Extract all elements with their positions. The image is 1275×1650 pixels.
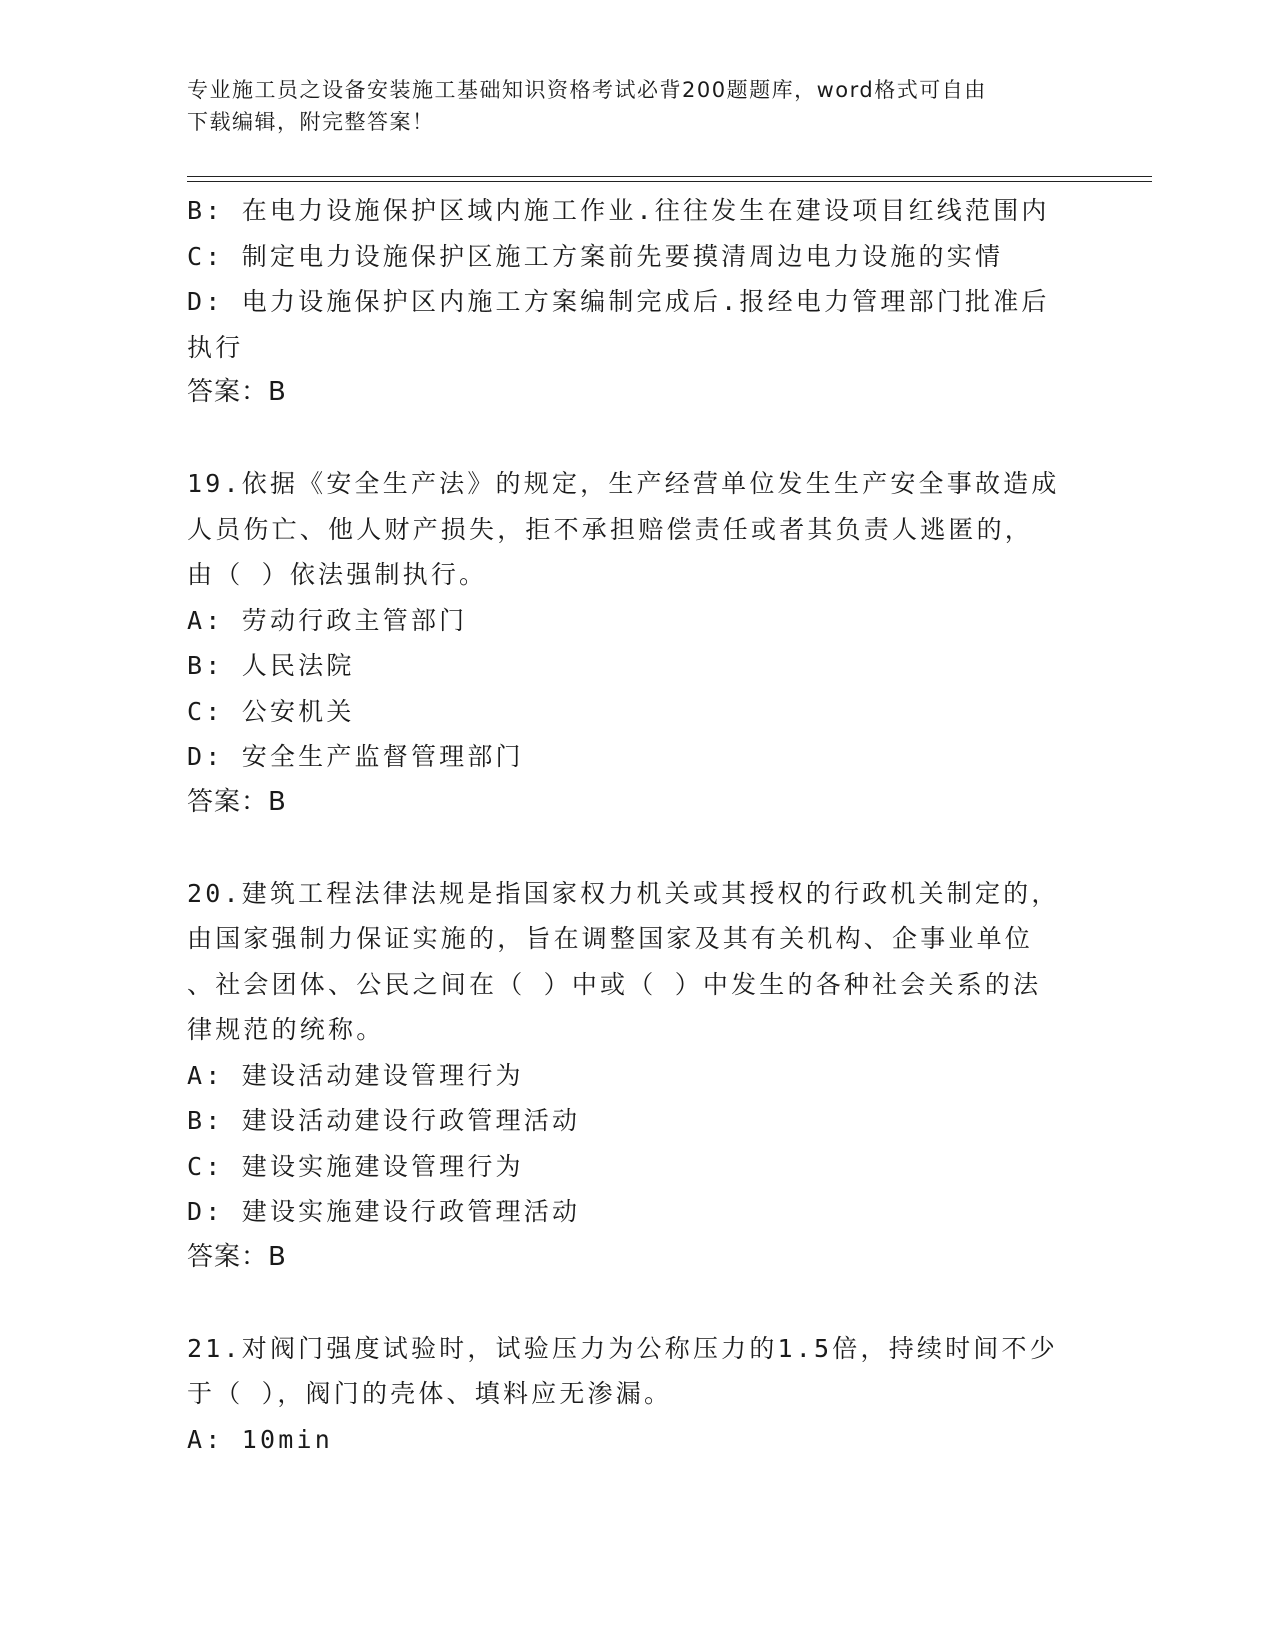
option-a: A: 10min xyxy=(187,1424,334,1454)
spacer xyxy=(187,416,1087,462)
question-21 xyxy=(187,1326,1087,1463)
option-a: A: 建设活动建设管理行为 xyxy=(187,1060,524,1090)
question-stem: 20.建筑工程法律法规是指国家权力机关或其授权的行政机关制定的， xyxy=(187,878,1060,908)
answer: 答案：B xyxy=(187,377,287,407)
header-line-1: 专业施工员之设备安装施工基础知识资格考试必背200题题库，word格式可自由 xyxy=(187,78,987,102)
document-header xyxy=(187,74,1087,138)
question-stem: 由（ ）依法强制执行。 xyxy=(187,560,488,589)
spacer xyxy=(187,825,1087,871)
option-c: C: 建设实施建设管理行为 xyxy=(187,1151,524,1181)
option-c: C: 公安机关 xyxy=(187,696,355,726)
question-stem: 律规范的统称。 xyxy=(187,1015,385,1044)
header-divider-bottom xyxy=(187,181,1152,182)
spacer xyxy=(187,1280,1087,1326)
option-b: B: 在电力设施保护区域内施工作业.往往发生在建设项目红线范围内 xyxy=(187,196,1050,225)
option-c: C: 制定电力设施保护区施工方案前先要摸清周边电力设施的实情 xyxy=(187,241,1004,271)
question-20 xyxy=(187,871,1087,1281)
option-b: B: 建设活动建设行政管理活动 xyxy=(187,1106,581,1135)
question-stem: 人员伤亡、他人财产损失，拒不承担赔偿责任或者其负责人逃匿的， xyxy=(187,514,1034,544)
question-stem: 21.对阀门强度试验时，试验压力为公称压力的1.5倍，持续时间不少 xyxy=(187,1333,1058,1363)
option-b: B: 人民法院 xyxy=(187,651,355,680)
option-a: A: 劳动行政主管部门 xyxy=(187,605,468,635)
answer: 答案：B xyxy=(187,1241,287,1272)
answer: 答案：B xyxy=(187,786,287,817)
question-stem: 、社会团体、公民之间在（ ）中或（ ）中发生的各种社会关系的法 xyxy=(187,969,1042,999)
option-d: D: 电力设施保护区内施工方案编制完成后.报经电力管理部门批准后 xyxy=(187,287,1050,316)
option-d: D: 安全生产监督管理部门 xyxy=(187,742,524,771)
option-d: D: 建设实施建设行政管理活动 xyxy=(187,1197,581,1226)
header-divider-top xyxy=(187,176,1152,177)
question-content xyxy=(187,188,1087,1462)
question-19 xyxy=(187,461,1087,825)
question-stem: 由国家强制力保证实施的，旨在调整国家及其有关机构、企事业单位 xyxy=(187,924,1034,953)
question-stem: 19.依据《安全生产法》的规定，生产经营单位发生生产安全事故造成 xyxy=(187,469,1060,498)
question-18 xyxy=(187,188,1087,416)
header-line-2: 下载编辑，附完整答案！ xyxy=(187,110,435,134)
option-d-continued: 执行 xyxy=(187,332,244,362)
question-stem: 于（ ），阀门的壳体、填料应无渗漏。 xyxy=(187,1379,673,1408)
